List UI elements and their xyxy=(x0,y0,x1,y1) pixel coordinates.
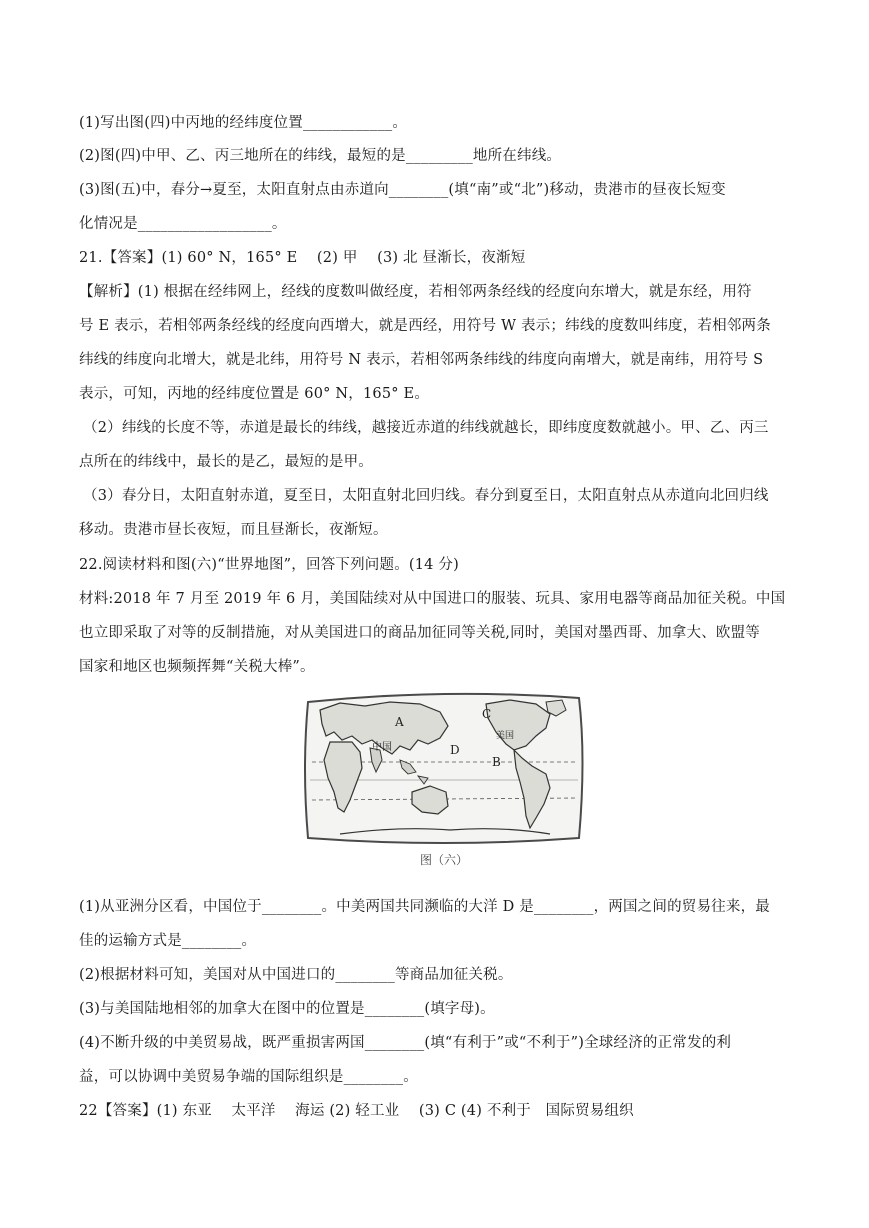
a21-analysis-2-line1: （2）纬线的长度不等，赤道是最长的纬线，越接近赤道的纬线就越长，即纬度度数就越小。甲、乙、丙三 xyxy=(83,420,769,436)
q22-material-line1: 材料:2018 年 7 月至 2019 年 6 月，美国陆续对从中国进口的服装、玩具、家用电器等商品加征关税。中国 xyxy=(79,591,786,607)
q22-material-line2: 也立即采取了对等的反制措施，对从美国进口的商品加征同等关税,同时，美国对墨西哥、加拿大、欧盟等 xyxy=(79,625,761,641)
q22-sub1-line2: 佳的运输方式是________。 xyxy=(79,933,257,949)
a21-analysis-3-line2: 移动。贵港市昼长夜短，而且昼渐长，夜渐短。 xyxy=(79,522,388,538)
q20-sub3-line2: 化情况是__________________。 xyxy=(79,216,287,232)
q22-answer: 22【答案】(1) 东亚 太平洋 海运 (2) 轻工业 (3) C (4) 不利于 国际贸易组织 xyxy=(79,1103,634,1119)
map-label-a: A xyxy=(395,715,404,729)
q22-material-line3: 国家和地区也频频挥舞“关税大棒”。 xyxy=(79,659,315,675)
a21-analysis-2-line2: 点所在的纬线中，最长的是乙，最短的是甲。 xyxy=(79,454,373,470)
a21-analysis-1-line3: 纬线的纬度向北增大，就是北纬，用符号 N 表示，若相邻两条纬线的纬度向南增大，就是南纬，用符号 S xyxy=(79,352,764,368)
q22-sub1-line1: (1)从亚洲分区看，中国位于________。中美两国共同濒临的大洋 D 是________，两国之间的贸易往来，最 xyxy=(79,899,770,915)
map-label-china: 中国 xyxy=(372,742,392,753)
q22-sub2: (2)根据材料可知，美国对从中国进口的________等商品加征关税。 xyxy=(79,967,513,983)
q22-sub4-line1: (4)不断升级的中美贸易战，既严重损害两国________(填“有利于”或“不利于”)全球经济的正常发的利 xyxy=(79,1035,732,1051)
q22-sub4-line2: 益，可以协调中美贸易争端的国际组织是________。 xyxy=(79,1069,418,1085)
world-map-image xyxy=(300,688,587,874)
a21-analysis-1-line4: 表示，可知，丙地的经纬度位置是 60° N，165° E。 xyxy=(79,386,430,402)
a21-answer: 21.【答案】(1) 60° N，165° E (2) 甲 (3) 北 昼渐长，夜渐短 xyxy=(79,250,526,266)
a21-analysis-1-line2: 号 E 表示，若相邻两条经线的经度向西增大，就是西经，用符号 W 表示；纬线的度数叫纬度，若相邻两条 xyxy=(79,318,771,334)
q20-sub1: (1)写出图(四)中丙地的经纬度位置____________。 xyxy=(79,115,408,131)
map-label-usa: 美国 xyxy=(496,731,515,741)
a21-analysis-1-line1: 【解析】(1) 根据在经纬网上，经线的度数叫做经度，若相邻两条经线的经度向东增大，就是东经，用符 xyxy=(79,284,752,300)
map-label-d: D xyxy=(450,743,460,757)
figure-caption: 图（六） xyxy=(420,853,469,867)
world-map-figure xyxy=(300,688,587,874)
q22-sub3: (3)与美国陆地相邻的加拿大在图中的位置是________(填字母)。 xyxy=(79,1001,495,1017)
a21-analysis-3-line1: （3）春分日，太阳直射赤道，夏至日，太阳直射北回归线。春分到夏至日，太阳直射点从赤道向北回归线 xyxy=(83,488,769,504)
map-label-b: B xyxy=(492,755,501,769)
map-label-c: C xyxy=(482,707,492,721)
q22-stem: 22.阅读材料和图(六)“世界地图”，回答下列问题。(14 分) xyxy=(79,557,459,573)
q20-sub3-line1: (3)图(五)中，春分→夏至，太阳直射点由赤道向________(填“南”或“北”)移动，贵港市的昼夜长短变 xyxy=(79,182,726,198)
q20-sub2: (2)图(四)中甲、乙、丙三地所在的纬线，最短的是_________地所在纬线。 xyxy=(79,148,562,164)
